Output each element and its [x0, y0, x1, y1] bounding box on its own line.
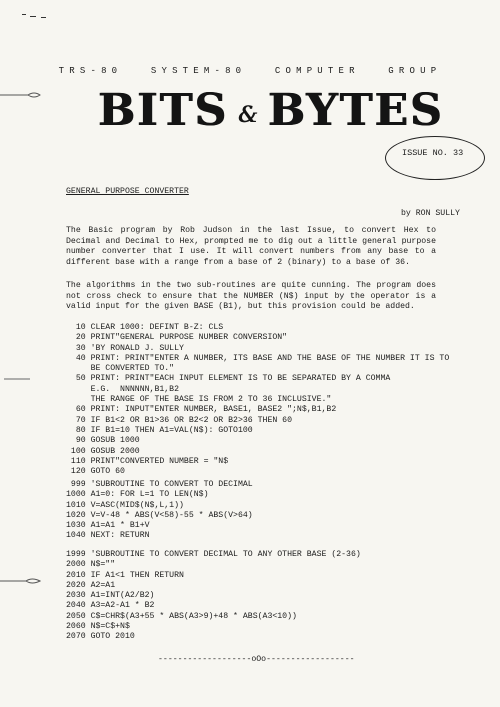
margin-binding-mark [0, 88, 60, 102]
code-line: 1030 A1=A1 * B1+V [66, 521, 150, 531]
code-line: 1020 V=V-48 * ABS(V<58)-55 * ABS(V>64) [66, 510, 253, 520]
code-line: E.G. NNNNNN,B1,B2 [66, 384, 180, 394]
code-line: 80 IF B1=10 THEN A1=VAL(N$): GOTO100 [66, 425, 253, 435]
group-masthead: TRS-80 SYSTEM-80 COMPUTER GROUP [58, 66, 442, 76]
title-ampersand: & [237, 102, 258, 128]
end-of-article-rule: -------------------oOo------------------ [158, 655, 355, 664]
code-line: 1000 A1=0: FOR L=1 TO LEN(N$) [66, 490, 209, 500]
code-line: 2020 A2=A1 [66, 580, 116, 590]
code-line: 10 CLEAR 1000: DEFINT B-Z: CLS [66, 323, 224, 332]
code-line: 2050 C$=CHR$(A3+55 * ABS(A3>9)+48 * ABS(A3<10)) [66, 611, 297, 621]
code-line: 120 GOTO 60 [66, 467, 125, 477]
code-line: 999 'SUBROUTINE TO CONVERT TO DECIMAL [66, 480, 253, 489]
code-line: 2010 IF A1<1 THEN RETURN [66, 570, 184, 580]
algorithm-paragraph: The algorithms in the two sub-routines are quite cunning. The program does not cross check to ensure that the NUMBER (N$) input by the operator is a valid input for the given BASE (B1), but this provision could be added. [66, 281, 436, 312]
code-line: 60 PRINT: INPUT"ENTER NUMBER, BASE1, BASE2 ";N$,B1,B2 [66, 405, 337, 415]
code-line: 2070 GOTO 2010 [66, 632, 135, 642]
issue-number: ISSUE NO. 33 [402, 148, 464, 158]
code-line: 30 'BY RONALD J. SULLY [66, 343, 184, 353]
scan-speck [30, 16, 36, 17]
code-line: 40 PRINT: PRINT"ENTER A NUMBER, ITS BASE AND THE BASE OF THE NUMBER IT IS TO [66, 353, 450, 363]
code-line: 2000 N$="" [66, 560, 116, 570]
margin-binding-mark [0, 374, 60, 384]
code-subroutine-to-decimal [66, 480, 253, 542]
code-line: BE CONVERTED TO." [66, 364, 175, 374]
code-line: 1040 NEXT: RETURN [66, 531, 150, 541]
code-main-program [66, 323, 449, 477]
code-line: 2060 N$=C$+N$ [66, 622, 130, 632]
title-bits: BITS [97, 84, 228, 136]
code-line: 90 GOSUB 1000 [66, 436, 140, 446]
code-line: 100 GOSUB 2000 [66, 446, 140, 456]
margin-binding-mark [0, 574, 60, 588]
code-line: 2040 A3=A2-A1 * B2 [66, 601, 155, 611]
article-byline: by RON SULLY [401, 209, 460, 218]
issue-oval [385, 136, 485, 180]
scan-speck [41, 17, 46, 18]
code-line: THE RANGE OF THE BASE IS FROM 2 TO 36 INCLUSIVE." [66, 395, 332, 405]
article-title: GENERAL PURPOSE CONVERTER [66, 187, 189, 196]
scan-speck [22, 14, 26, 15]
code-line: 20 PRINT"GENERAL PURPOSE NUMBER CONVERSION" [66, 333, 288, 343]
code-subroutine-to-base [66, 550, 361, 643]
code-line: 2030 A1=INT(A2/B2) [66, 591, 155, 601]
title-bytes: BYTES [267, 84, 444, 136]
newsletter-title [98, 84, 443, 136]
code-line: 1010 V=ASC(MID$(N$,L,1)) [66, 500, 184, 510]
code-line: 1999 'SUBROUTINE TO CONVERT DECIMAL TO ANY OTHER BASE (2-36) [66, 550, 361, 559]
code-line: 70 IF B1<2 OR B1>36 OR B2<2 OR B2>36 THEN 60 [66, 415, 293, 425]
code-line: 50 PRINT: PRINT"EACH INPUT ELEMENT IS TO BE SEPARATED BY A COMMA [66, 374, 391, 384]
intro-paragraph: The Basic program by Rob Judson in the last Issue, to convert Hex to Decimal and Decimal to Hex, prompted me to dig out a little general purpose number converter that I use. It will convert numbers from any base to a different base with a range from a base of 2 (binary) to a base of 36. [66, 226, 436, 267]
code-line: 110 PRINT"CONVERTED NUMBER = "N$ [66, 456, 229, 466]
